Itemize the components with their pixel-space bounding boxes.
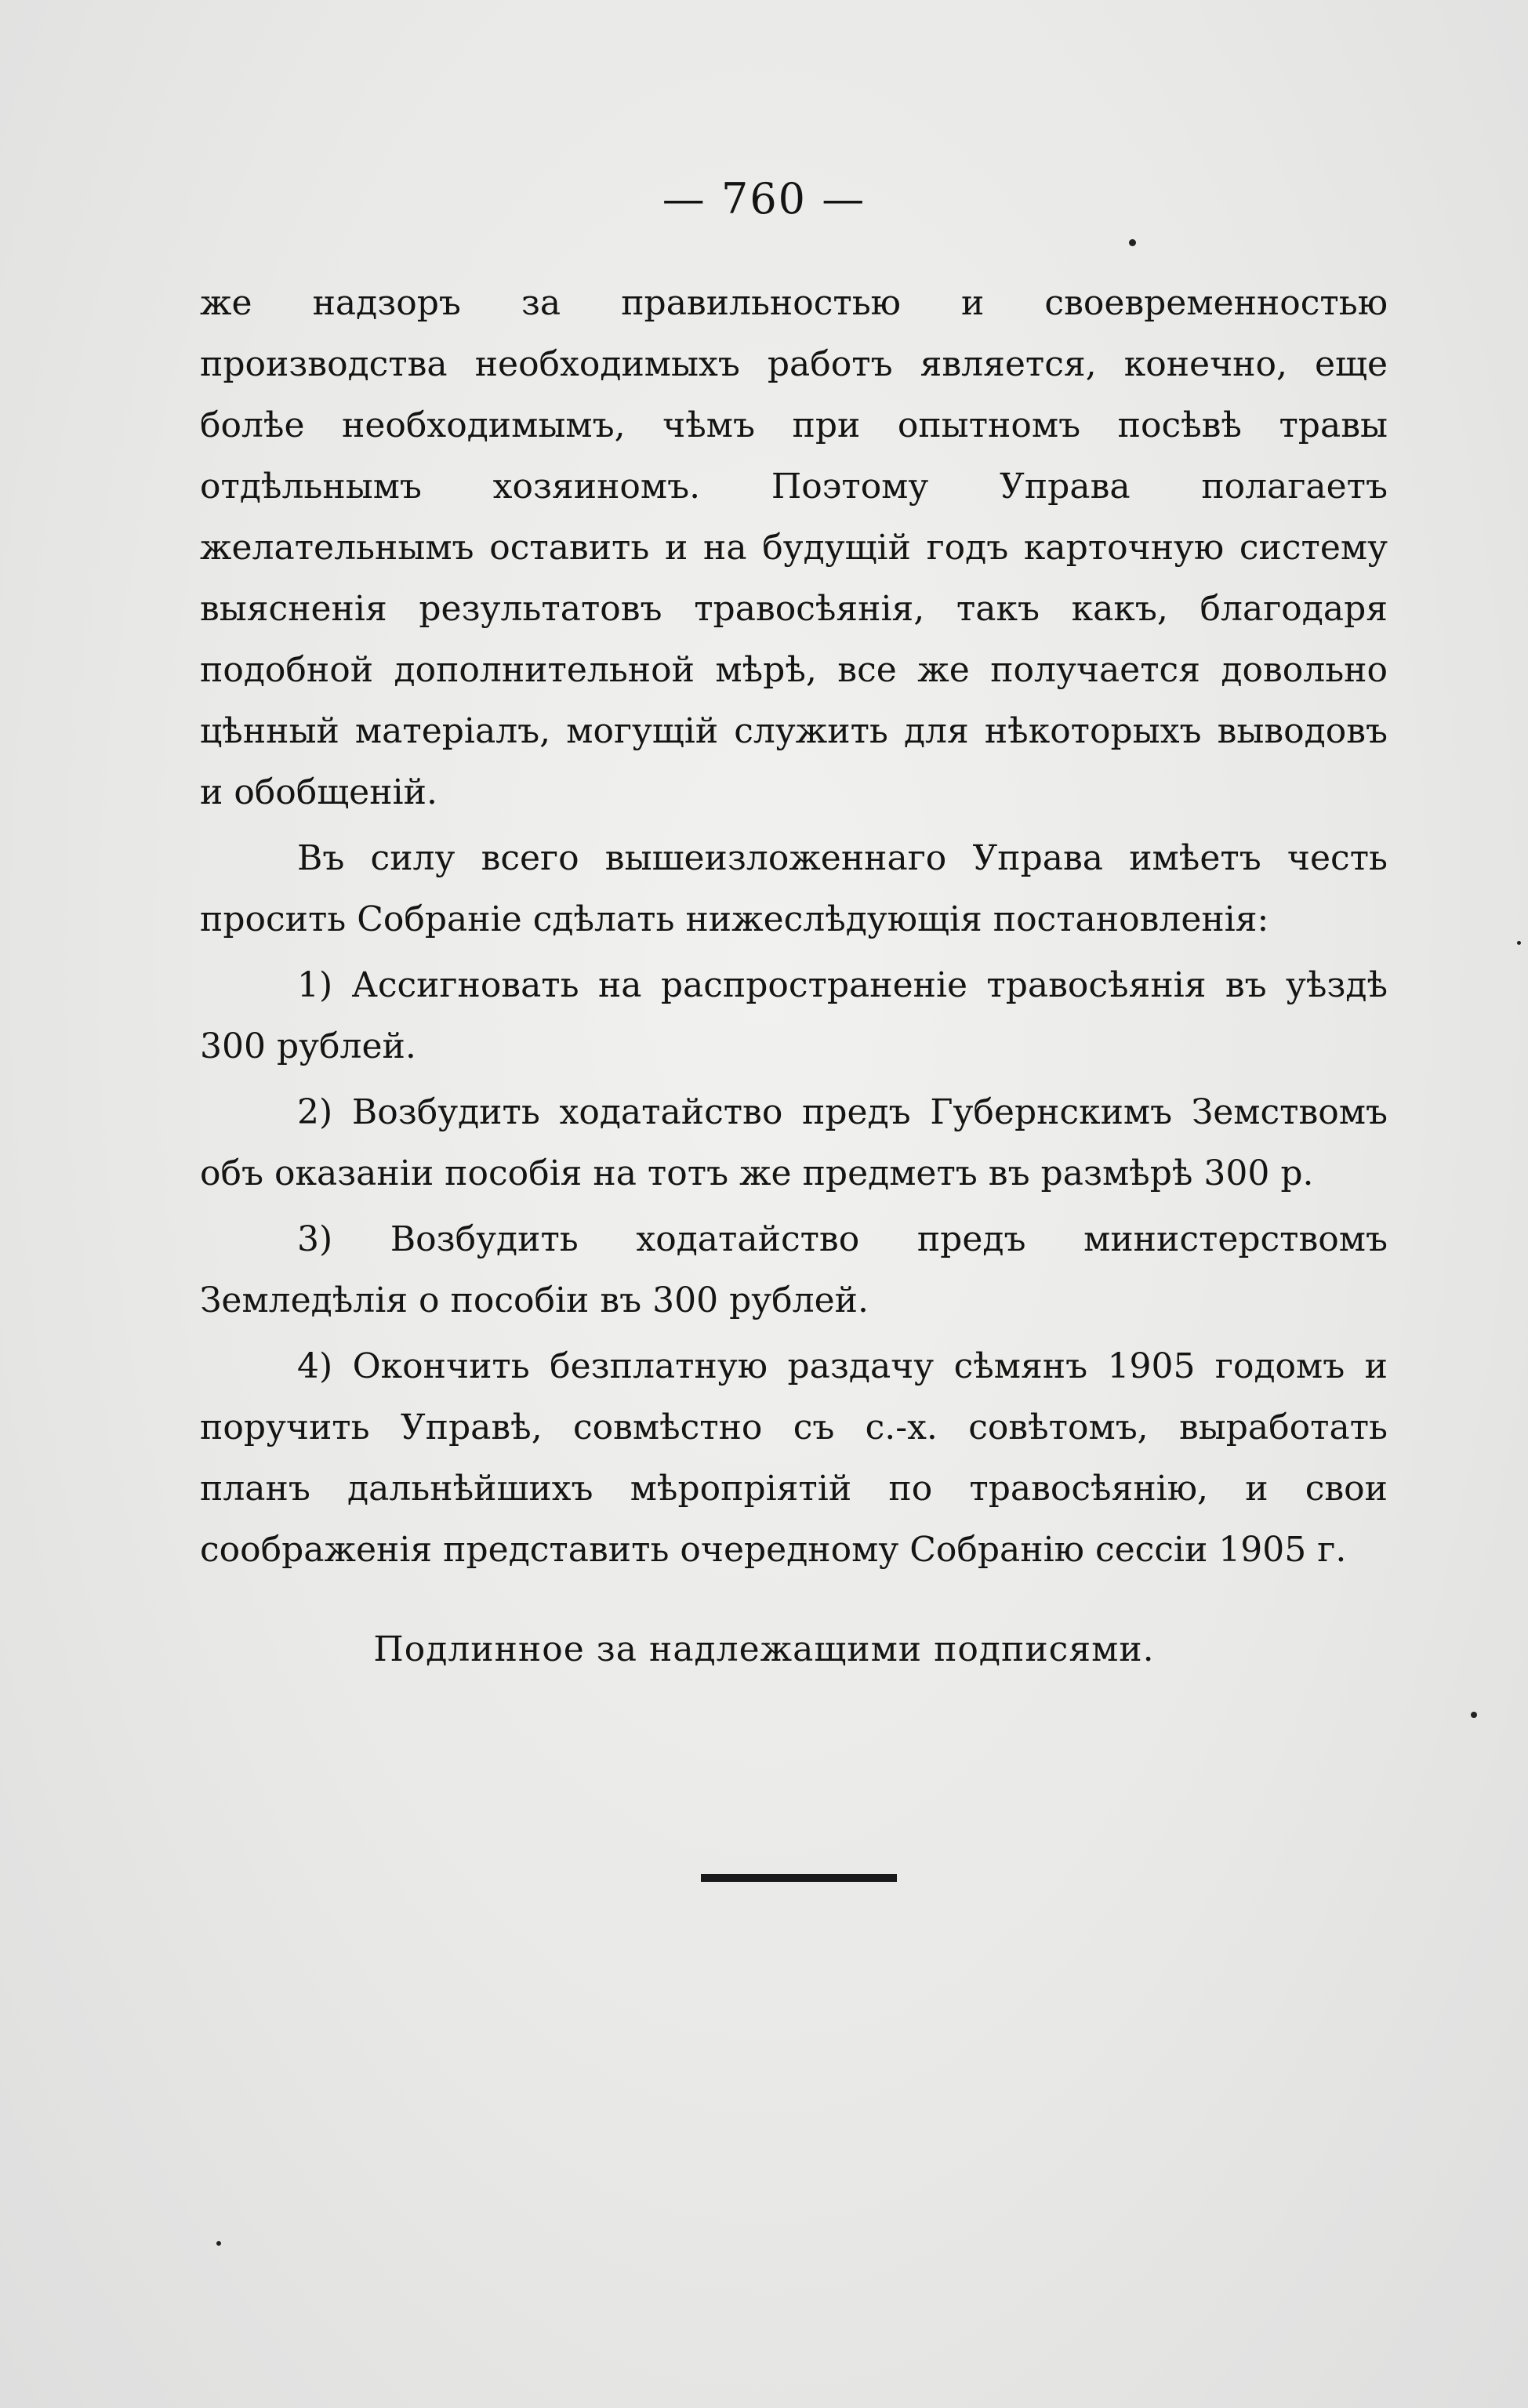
resolution-item-3: 3) Возбудить ходатайство предъ министерствомъ Земледѣлія о пособіи въ 300 рублей. bbox=[200, 1219, 1388, 1320]
paragraph-continuation: же надзоръ за правильностью и своевременностью производства необходимыхъ работъ является, конечно, еще болѣе необходимымъ, чѣмъ при опытномъ посѣвѣ травы отдѣльнымъ хозяиномъ. Поэтому Управа полагаетъ желательнымъ оставить и на будущій годъ карточную систему выясненія результатовъ травосѣянія, такъ какъ, благодаря подобной дополнительной мѣрѣ, все же получается довольно цѣнный матеріалъ, могущій служить для нѣкоторыхъ выводовъ и обобщеній. bbox=[200, 283, 1388, 812]
body-text bbox=[200, 273, 1388, 1581]
paper-speck bbox=[216, 2241, 221, 2246]
resolution-item-1: 1) Ассигновать на распространеніе травосѣянія въ уѣздѣ 300 рублей. bbox=[200, 965, 1388, 1066]
resolution-item-2: 2) Возбудить ходатайство предъ Губернскимъ Земствомъ объ оказаніи пособія на тотъ же предметъ въ размѣрѣ 300 р. bbox=[200, 1092, 1388, 1193]
page-number: — 760 — bbox=[662, 174, 866, 223]
signature-note: Подлинное за надлежащими подписями. bbox=[373, 1629, 1155, 1669]
paragraph-resolution-intro: Въ силу всего вышеизложеннаго Управа имѣетъ честь просить Собраніе сдѣлать нижеслѣдующія постановленія: bbox=[200, 838, 1388, 939]
paper-speck bbox=[1517, 941, 1521, 945]
paper-speck bbox=[1129, 239, 1136, 246]
paper-speck bbox=[1471, 1712, 1477, 1718]
resolution-item-4: 4) Окончить безплатную раздачу сѣмянъ 1905 годомъ и поручить Управѣ, совмѣстно съ с.-х. совѣтомъ, выработать планъ дальнѣйшихъ мѣропріятій по травосѣянію, и свои соображенія представить очередному Собранію сессіи 1905 г. bbox=[200, 1346, 1388, 1570]
end-rule bbox=[701, 1874, 897, 1882]
